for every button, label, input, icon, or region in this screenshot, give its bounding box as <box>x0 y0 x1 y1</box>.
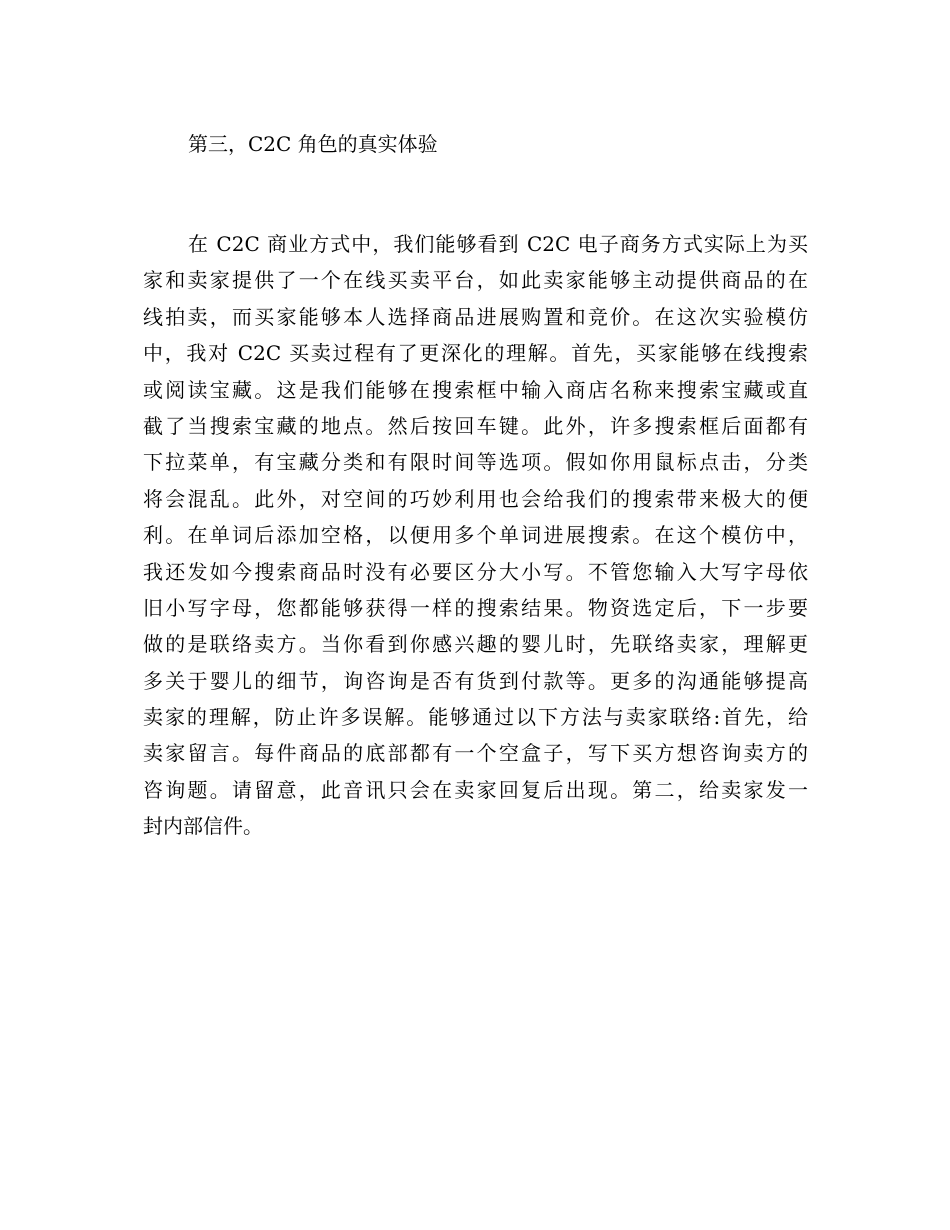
paragraph-line: 线拍卖，而买家能够本人选择商品进展购置和竞价。在这次实验模仿 <box>143 304 808 329</box>
paragraph-line: 中，我对 C2C 买卖过程有了更深化的理解。首先，买家能够在线搜索 <box>143 341 808 366</box>
paragraph-line: 旧小写字母，您都能够获得一样的搜索结果。物资选定后，下一步要 <box>143 595 808 620</box>
body-paragraph <box>143 226 808 845</box>
paragraph-line: 利。在单词后添加空格，以便用多个单词进展搜索。在这个模仿中， <box>143 523 808 548</box>
paragraph-line: 或阅读宝藏。这是我们能够在搜索框中输入商店名称来搜索宝藏或直 <box>143 377 808 402</box>
paragraph-line: 卖家留言。每件商品的底部都有一个空盒子，写下买方想咨询卖方的 <box>143 741 808 766</box>
paragraph-line: 咨询题。请留意，此音讯只会在卖家回复后出现。第二，给卖家发一 <box>143 777 808 802</box>
paragraph-line: 截了当搜索宝藏的地点。然后按回车键。此外，许多搜索框后面都有 <box>143 413 808 438</box>
paragraph-line: 我还发如今搜索商品时没有必要区分大小写。不管您输入大写字母依 <box>143 559 808 584</box>
paragraph-line: 封内部信件。 <box>143 814 263 839</box>
paragraph-line: 将会混乱。此外，对空间的巧妙利用也会给我们的搜索带来极大的便 <box>143 486 808 511</box>
paragraph-line: 做的是联络卖方。当你看到你感兴趣的婴儿时，先联络卖家，理解更 <box>143 632 808 657</box>
paragraph-line: 下拉菜单，有宝藏分类和有限时间等选项。假如你用鼠标点击，分类 <box>143 450 808 475</box>
paragraph-line: 多关于婴儿的细节，询咨询是否有货到付款等。更多的沟通能够提高 <box>143 668 808 693</box>
paragraph-line: 卖家的理解，防止许多误解。能够通过以下方法与卖家联络:首先，给 <box>143 705 808 730</box>
paragraph-line: 在 C2C 商业方式中，我们能够看到 C2C 电子商务方式实际上为买 <box>188 232 808 256</box>
section-heading: 第三，C2C 角色的真实体验 <box>188 132 438 156</box>
paragraph-line: 家和卖家提供了一个在线买卖平台，如此卖家能够主动提供商品的在 <box>143 268 808 293</box>
